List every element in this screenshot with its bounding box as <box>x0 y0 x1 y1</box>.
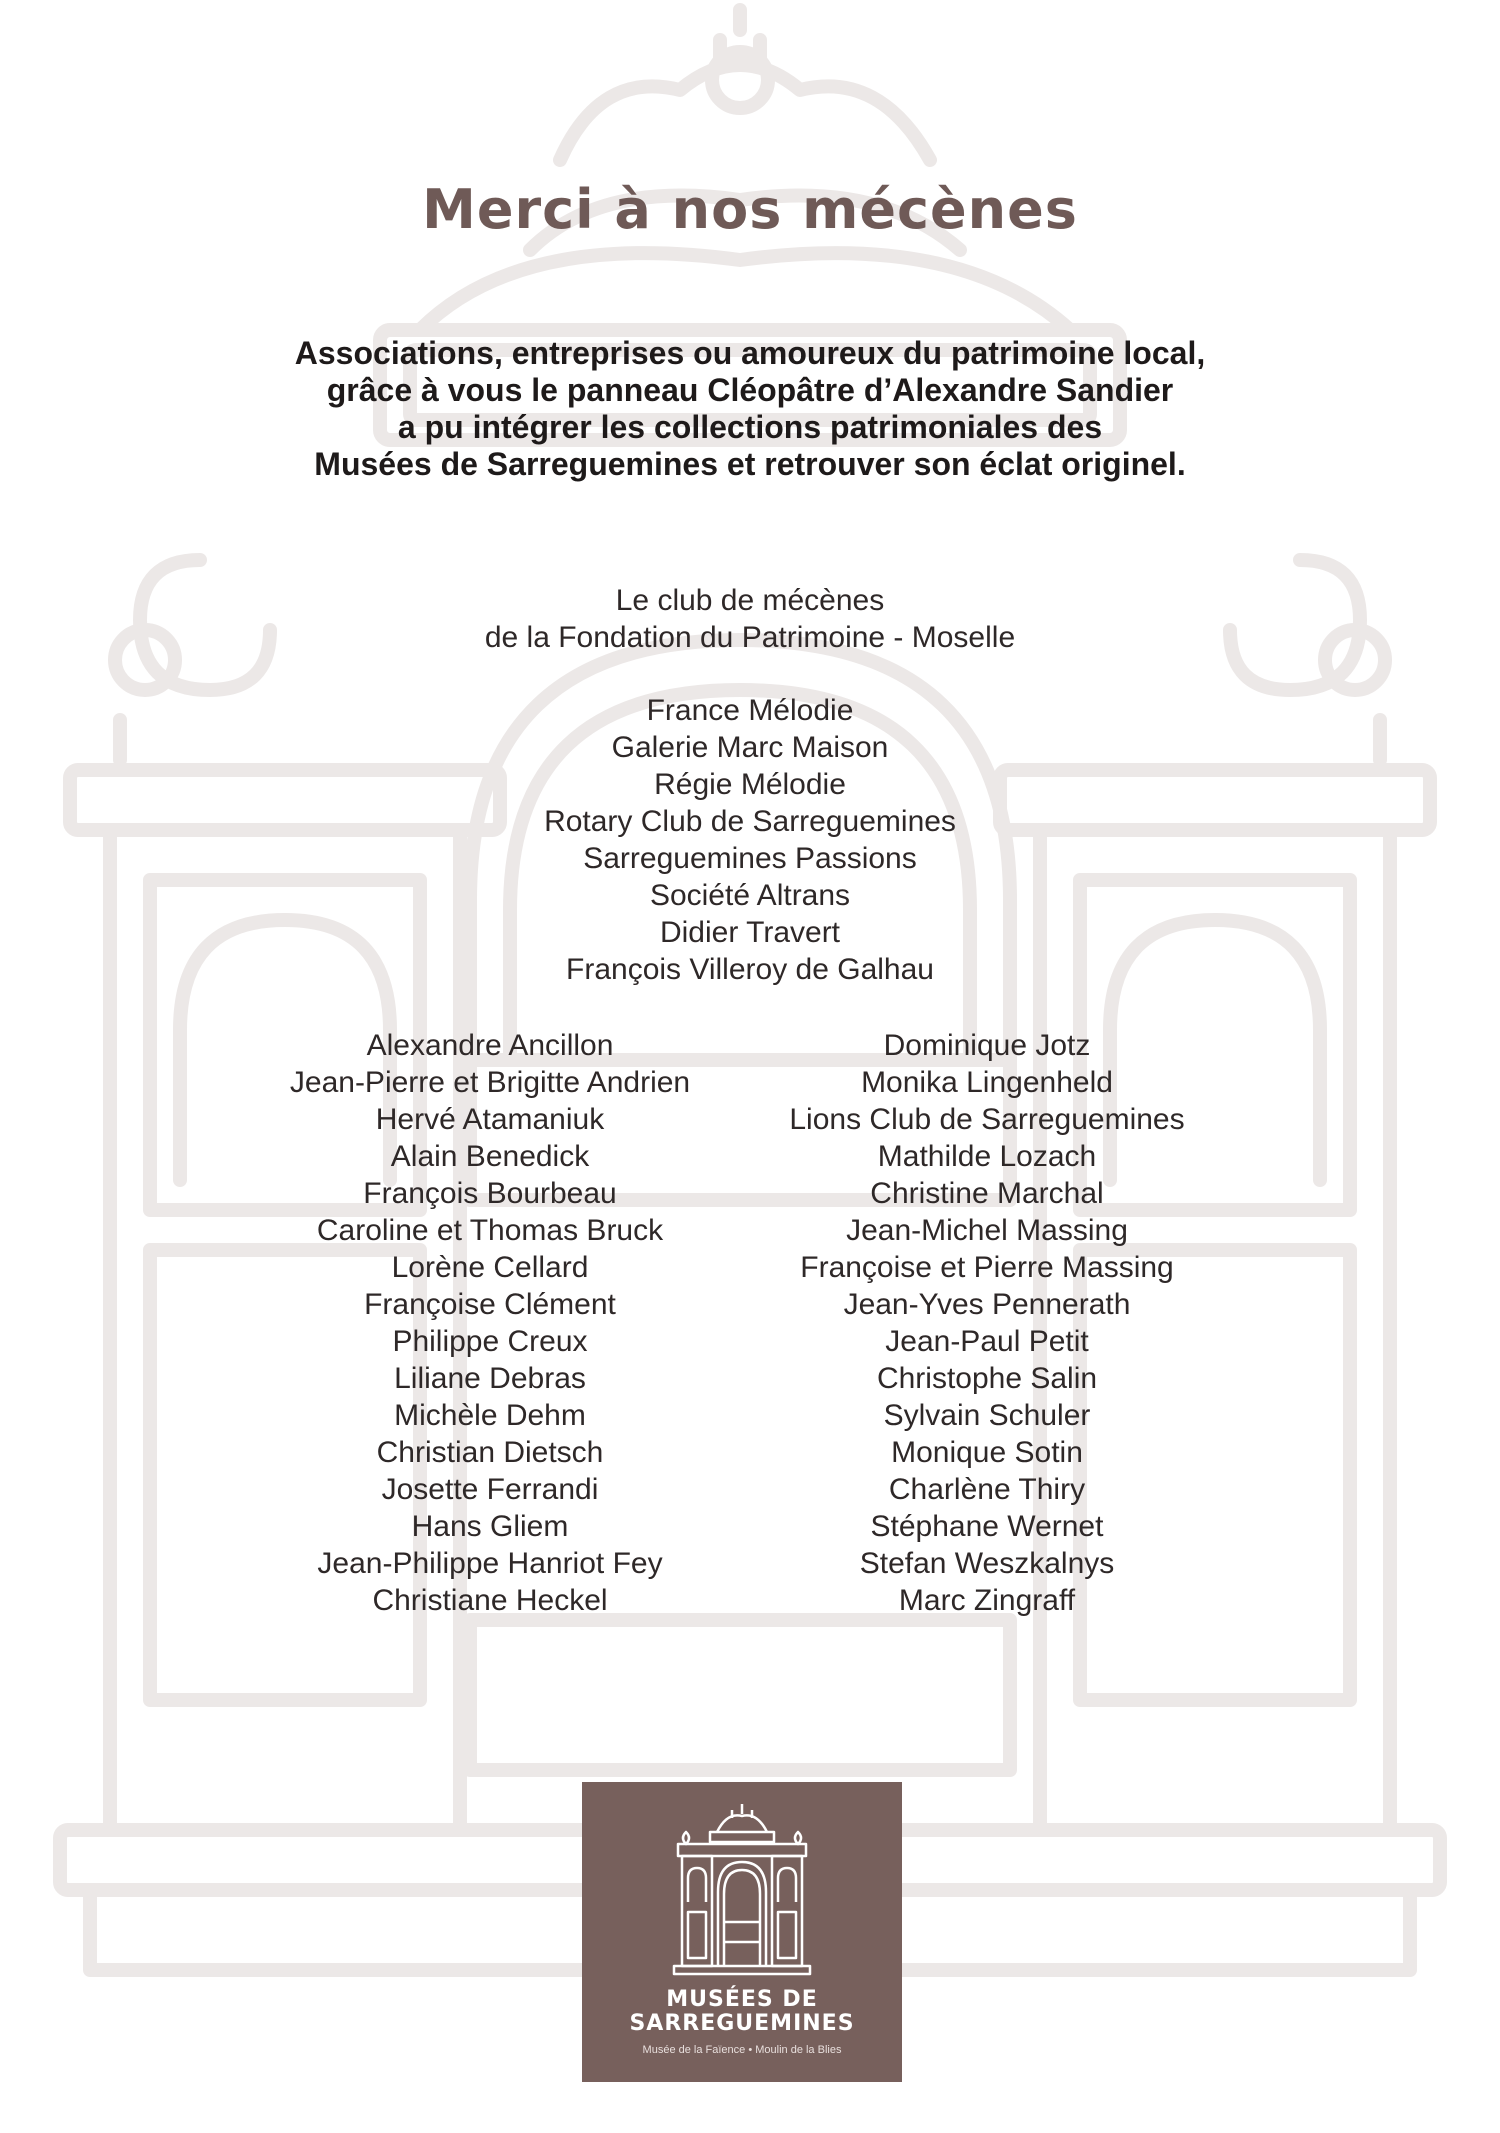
major-patron: François Villeroy de Galhau <box>566 953 934 986</box>
club-line: de la Fondation du Patrimoine - Moselle <box>484 621 1016 654</box>
patron-name: Philippe Creux <box>392 1325 588 1358</box>
patron-name: Jean-Paul Petit <box>885 1325 1089 1358</box>
patron-name: Josette Ferrandi <box>381 1473 599 1506</box>
patron-name: Marc Zingraff <box>898 1584 1076 1617</box>
club-heading <box>200 582 1300 656</box>
intro-line: Musées de Sarreguemines et retrouver son éclat originel. <box>314 446 1186 482</box>
intro-line: grâce à vous le panneau Cléopâtre d’Alexandre Sandier <box>326 372 1174 408</box>
major-patron: Rotary Club de Sarreguemines <box>544 805 956 838</box>
patrons-left-column <box>210 1027 770 1619</box>
intro-line: Associations, entreprises ou amoureux du patrimoine local, <box>294 335 1206 371</box>
patron-name: Françoise Clément <box>364 1288 616 1321</box>
patron-name: Michèle Dehm <box>394 1399 586 1432</box>
patron-name: François Bourbeau <box>363 1177 617 1210</box>
logo-subtitle: Musée de la Faïence • Moulin de la Blies <box>642 2044 842 2056</box>
patron-name: Liliane Debras <box>394 1362 586 1395</box>
major-patron: Didier Travert <box>659 916 841 949</box>
major-patron: Sarreguemines Passions <box>583 842 917 875</box>
patron-name: Alain Benedick <box>390 1140 590 1173</box>
patron-name: Christine Marchal <box>870 1177 1104 1210</box>
club-line: Le club de mécènes <box>615 584 885 617</box>
museum-gate-icon <box>582 1782 902 1982</box>
major-patron: Société Altrans <box>649 879 851 912</box>
patrons-right-column <box>707 1027 1267 1619</box>
major-patrons-list <box>200 692 1300 988</box>
patron-name: Jean-Yves Pennerath <box>843 1288 1131 1321</box>
patron-name: Sylvain Schuler <box>883 1399 1091 1432</box>
logo-name-line: SARREGUEMINES <box>629 2011 855 2036</box>
logo-name-line: MUSÉES DE <box>666 1987 818 2012</box>
patron-name: Hervé Atamaniuk <box>375 1103 605 1136</box>
patron-name: Jean-Pierre et Brigitte Andrien <box>289 1066 691 1099</box>
patron-name: Stéphane Wernet <box>870 1510 1104 1543</box>
patron-name: Mathilde Lozach <box>877 1140 1097 1173</box>
patron-name: Charlène Thiry <box>888 1473 1086 1506</box>
patron-name: Alexandre Ancillon <box>366 1029 614 1062</box>
patron-name: Jean-Philippe Hanriot Fey <box>317 1547 663 1580</box>
major-patron: France Mélodie <box>646 694 854 727</box>
intro-text <box>150 335 1350 483</box>
patron-name: Lorène Cellard <box>391 1251 589 1284</box>
page-title: Merci à nos mécènes <box>422 178 1078 241</box>
patron-name: Caroline et Thomas Bruck <box>316 1214 664 1247</box>
patron-name: Christian Dietsch <box>376 1436 604 1469</box>
patron-name: Stefan Weszkalnys <box>859 1547 1115 1580</box>
patron-name: Dominique Jotz <box>883 1029 1091 1062</box>
patron-name: Monika Lingenheld <box>861 1066 1113 1099</box>
patron-name: Hans Gliem <box>411 1510 569 1543</box>
major-patron: Galerie Marc Maison <box>611 731 889 764</box>
patron-name: Lions Club de Sarreguemines <box>789 1103 1185 1136</box>
patron-name: Monique Sotin <box>891 1436 1083 1469</box>
patron-name: Christophe Salin <box>876 1362 1098 1395</box>
patron-name: Françoise et Pierre Massing <box>800 1251 1174 1284</box>
museum-logo <box>582 1782 902 2082</box>
patron-name: Jean-Michel Massing <box>846 1214 1128 1247</box>
patron-name: Christiane Heckel <box>372 1584 608 1617</box>
major-patron: Régie Mélodie <box>654 768 846 801</box>
intro-line: a pu intégrer les collections patrimoniales des <box>397 409 1103 445</box>
